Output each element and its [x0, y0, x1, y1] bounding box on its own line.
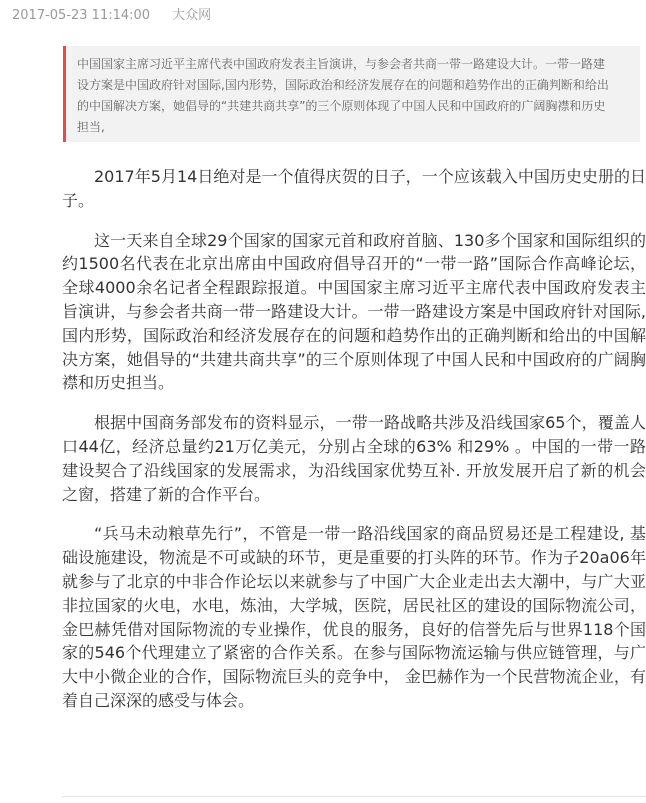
divider — [62, 796, 646, 797]
publish-datetime: 2017-05-23 11:14:00 — [12, 8, 151, 23]
paragraph: “兵马未动粮草先行”，不管是一带一路沿线国家的商品贸易还是工程建设, 基础设施建设，物流是不可或缺的环节，更是重要的打头阵的环节。作为子20a06年就参与了北京的中非合作论坛以来就参与了中国广大企业走出去大潮中，与广大亚非拉国家的火电，水电，炼油，大学城，医院，居民社区的建设的国际物流公司，金巴赫凭借对国际物流的专业操作，优良的服务，良好的信誉先后与世界118个国家的546个代理建立了紧密的合作关系。在参与国际物流运输与供应链管理，与广大中小微企业的合作，国际物流巨头的竞争中， 金巴赫作为一个民营物流企业，有着自己深深的感受与体会。 — [62, 524, 646, 710]
paragraph: 这一天来自全球29个国家的国家元首和政府首脑、130多个国家和国际组织的约1500名代表在北京出席由中国政府倡导召开的“一带一路”国际合作高峰论坛，全球4000余名记者全程跟踪报道。中国国家主席习近平主席代表中国政府发表主旨演讲，与参会者共商一带一路建设大计。一带一路建设方案是中国政府针对国际,国内形势，国际政治和经济发展存在的问题和趋势作出的正确判断和给出的中国解决方案，她倡导的“共建共商共享”的三个原则体现了中国人民和中国政府的广阔胸襟和历史担当。 — [62, 230, 646, 393]
article-body — [62, 165, 646, 729]
paragraph: 2017年5月14日绝对是一个值得庆贺的日子，一个应该载入中国历史史册的日子。 — [62, 167, 646, 210]
paragraph: 根据中国商务部发布的资料显示，一带一路战略共涉及沿线国家65个，覆盖人口44亿，经济总量约21万亿美元，分别占全球的63% 和29% 。中国的一带一路建设契合了沿线国家的发展需求，为沿线国家优势互补. 开放发展开启了新的机会之窗，搭建了新的合作平台。 — [62, 413, 646, 504]
article-meta — [12, 4, 211, 23]
article-summary: 中国国家主席习近平主席代表中国政府发表主旨演讲，与参会者共商一带一路建设大计。一带一路建设方案是中国政府针对国际,国内形势，国际政治和经济发展存在的问题和趋势作出的正确判断和给出的中国解决方案，她倡导的“共建共商共享”的三个原则体现了中国人民和中国政府的广阔胸襟和历史担当, — [63, 46, 640, 142]
source-name: 大众网 — [172, 8, 212, 23]
